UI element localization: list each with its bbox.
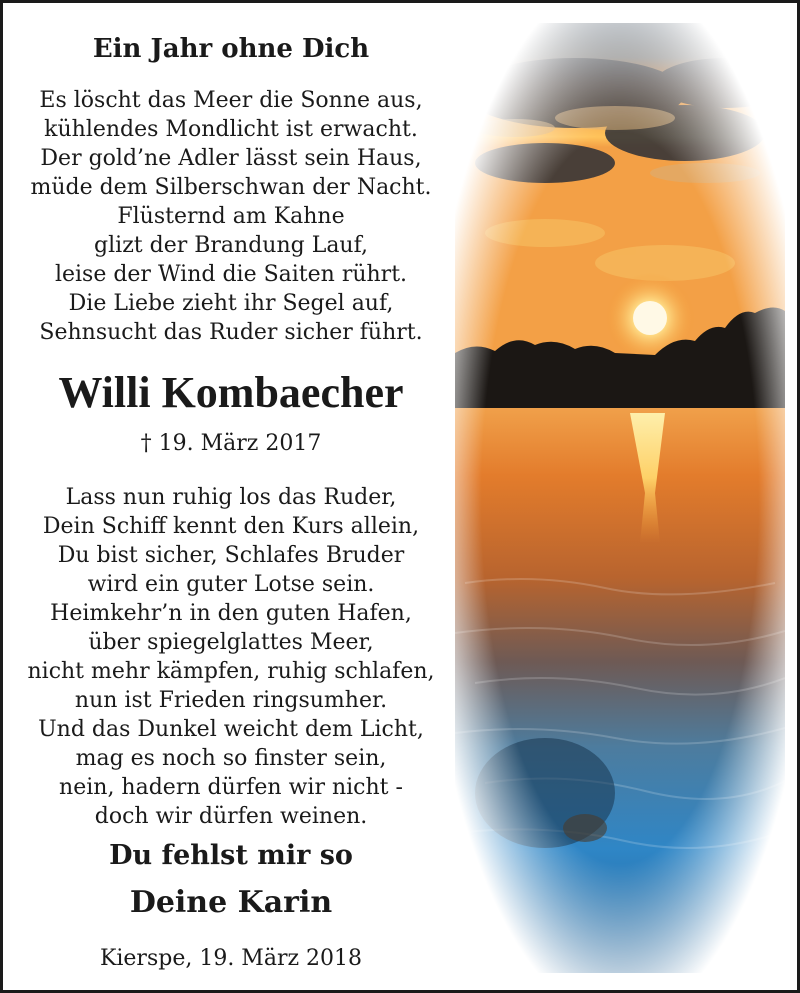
poem-line: kühlendes Mondlicht ist erwacht. (44, 117, 418, 142)
poem-line: Dein Schiff kennt den Kurs allein, (42, 514, 420, 539)
text-column (3, 3, 459, 990)
poem-line: Der gold’ne Adler lässt sein Haus, (40, 146, 422, 171)
signature: Deine Karin (129, 885, 333, 920)
poem-line: Die Liebe zieht ihr Segel auf, (68, 291, 394, 316)
poem-line: Du bist sicher, Schlafes Bruder (57, 543, 405, 568)
poem-line: Sehnsucht das Ruder sicher führt. (39, 320, 423, 345)
poem-line: Flüsternd am Kahne (117, 204, 345, 229)
poem-line: müde dem Silberschwan der Nacht. (30, 175, 432, 200)
poem-line: Es löscht das Meer die Sonne aus, (39, 88, 423, 113)
poem-line: doch wir dürfen weinen. (94, 804, 368, 829)
poem-line: mag es noch so finster sein, (75, 746, 387, 771)
poem-line: nun ist Frieden ringsumher. (74, 688, 388, 713)
place-date: Kierspe, 19. März 2018 (99, 946, 363, 971)
poem-line: Und das Dunkel weicht dem Licht, (38, 717, 424, 742)
notice-heading: Ein Jahr ohne Dich (92, 34, 370, 64)
poem-line: nicht mehr kämpfen, ruhig schlafen, (27, 659, 435, 684)
poem-line: nein, hadern dürfen wir nicht - (59, 775, 403, 800)
poem-line: wird ein guter Lotse sein. (87, 572, 375, 597)
poem-line: glizt der Brandung Lauf, (94, 233, 368, 258)
poem-line: leise der Wind die Saiten rührt. (54, 262, 408, 287)
poem-line: Lass nun ruhig los das Ruder, (65, 485, 397, 510)
death-date: † 19. März 2017 (140, 431, 322, 456)
deceased-name: Willi Kombaecher (58, 368, 404, 417)
sunset-lake-photo (455, 23, 785, 973)
poem-bottom (3, 483, 459, 831)
poem-line: über spiegelglattes Meer, (88, 630, 374, 655)
poem-line: Heimkehr’n in den guten Hafen, (50, 601, 412, 626)
closing-line: Du fehlst mir so (109, 840, 353, 871)
poem-top (3, 86, 459, 347)
